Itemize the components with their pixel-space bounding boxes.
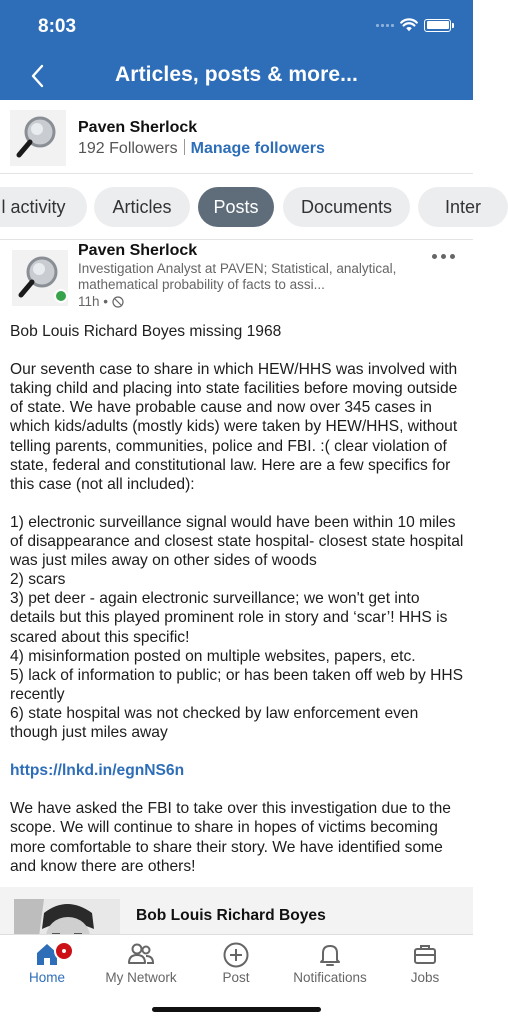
profile-header — [0, 100, 473, 174]
cellular-signal-icon — [376, 24, 394, 27]
nav-my-network[interactable] — [94, 937, 188, 991]
nav-jobs-label: Jobs — [410, 970, 440, 985]
tab-interests[interactable]: Inter — [418, 187, 508, 227]
post-author-headline: Investigation Analyst at PAVEN; Statistical, analytical, mathematical probability of facts to assi... — [78, 261, 397, 292]
article-title[interactable]: Bob Louis Richard Boyes — [136, 907, 326, 924]
profile-name[interactable]: Paven Sherlock — [78, 119, 198, 136]
post-time-text: 11h • — [78, 294, 108, 309]
nav-my-network-label: My Network — [105, 970, 177, 985]
online-status-indicator — [54, 289, 68, 303]
magnifying-glass-icon — [10, 110, 66, 166]
nav-home[interactable] — [0, 937, 94, 991]
post-list-item: 5) lack of information to public; or has been taken off web by HHS recently — [10, 666, 464, 703]
post-list-item: 4) misinformation posted on multiple websites, papers, etc. — [10, 647, 416, 665]
network-icon — [127, 941, 155, 967]
post-list-item: 2) scars — [10, 571, 66, 589]
nav-post[interactable] — [189, 937, 283, 991]
post-list-item: 1) electronic surveillance signal would have been within 10 miles of disappearance and closest state hospital- closest state hospital was just miles away on other sides of woods — [10, 513, 464, 570]
status-icons — [376, 18, 451, 32]
status-time: 8:03 — [38, 16, 77, 37]
post-list-item: 3) pet deer - again electronic surveillance; we won't get into details but this played prominent role in story and ‘scar’! HHS is scared about this specific! — [10, 590, 448, 646]
post-body — [10, 322, 466, 876]
battery-icon — [424, 19, 451, 32]
wifi-icon — [400, 18, 418, 32]
post-title-line: Bob Louis Richard Boyes missing 1968 — [10, 323, 282, 340]
tab-activity[interactable]: l activity — [0, 187, 87, 227]
post-paragraph: We have asked the FBI to take over this investigation due to the scope. We will continue to share in hopes of victims becoming more comfortable to share their story. We have identified some and know there are others! — [10, 800, 451, 875]
post-icon — [222, 941, 250, 969]
post-header — [0, 240, 473, 314]
content-tabs — [0, 174, 482, 240]
post-list-item: 6) state hospital was not checked by law enforcement even though just miles away — [10, 704, 419, 741]
divider — [184, 139, 185, 155]
tab-posts[interactable]: Posts — [198, 187, 274, 227]
tab-documents[interactable]: Documents — [283, 187, 410, 227]
post-author-name[interactable]: Paven Sherlock — [78, 242, 198, 259]
briefcase-icon — [412, 941, 438, 967]
bell-icon — [317, 941, 343, 969]
notification-badge — [54, 941, 74, 961]
article-preview-card[interactable] — [0, 887, 473, 935]
post-paragraph: Our seventh case to share in which HEW/HHS was involved with taking child and placing into state facilities before moving outside of state. We have probable cause and now over 345 cases in which kids/adults (mostly kids) were taken by HEW/HHS, without telling parents, communities, police and FBI. :( clear violation of state, federal and constitutional law. Here are a few specifics for this case (not all included): — [10, 361, 458, 493]
status-bar — [0, 0, 473, 52]
more-options-button[interactable] — [429, 248, 457, 264]
post-link[interactable]: https://lnkd.in/egnNS6n — [10, 762, 185, 780]
globe-icon — [112, 296, 124, 308]
tab-articles[interactable]: Articles — [94, 187, 190, 227]
nav-notifications-label: Notifications — [293, 970, 367, 985]
nav-post-label: Post — [222, 970, 250, 985]
nav-jobs[interactable] — [378, 937, 472, 991]
page-title: Articles, posts & more... — [115, 63, 358, 86]
profile-meta — [78, 139, 325, 158]
post-timestamp — [78, 294, 124, 309]
nav-notifications[interactable] — [283, 937, 377, 991]
nav-bar — [0, 52, 473, 100]
nav-home-label: Home — [28, 970, 65, 985]
followers-count: 192 Followers — [78, 140, 178, 157]
avatar[interactable] — [10, 110, 66, 166]
manage-followers-link[interactable]: Manage followers — [190, 140, 325, 157]
home-indicator[interactable] — [152, 1007, 321, 1012]
